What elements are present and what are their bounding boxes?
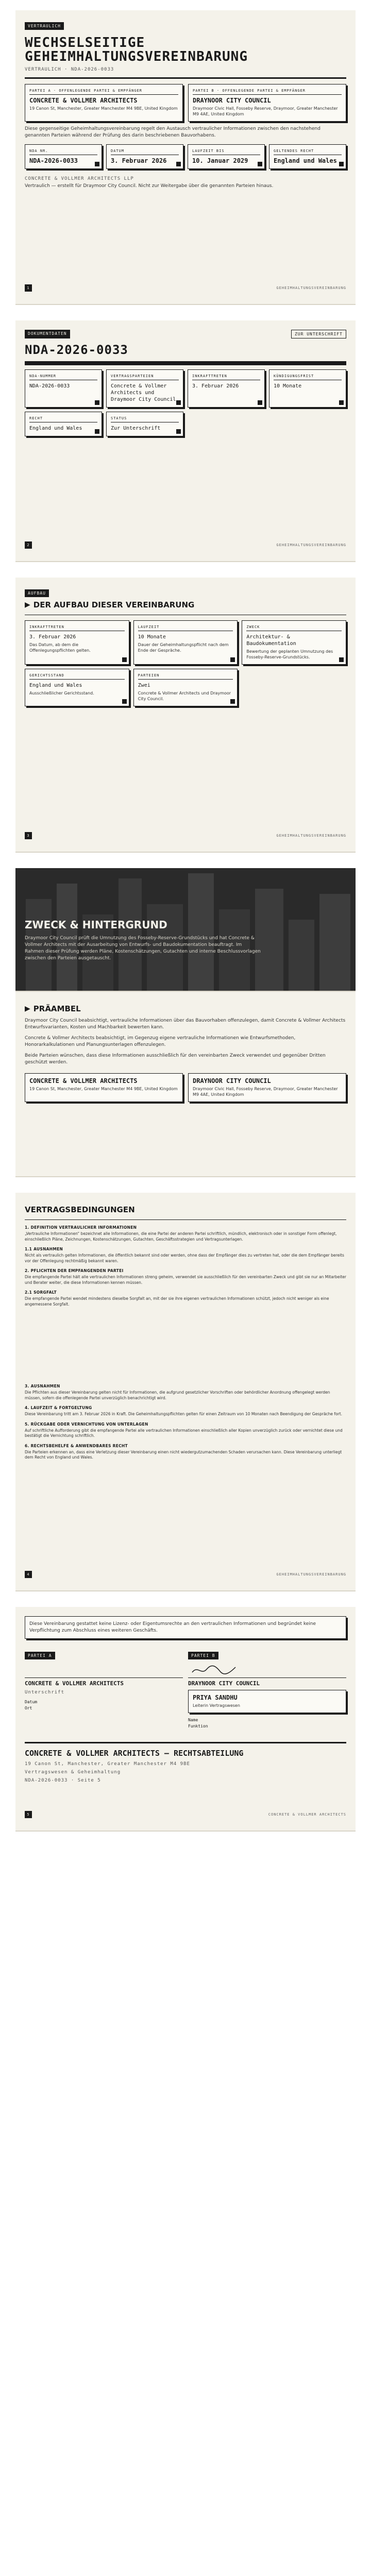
summary-header [25, 330, 346, 338]
party-b-signature [188, 1649, 346, 1730]
box-label: KÜNDIGUNGSFRIST [274, 374, 342, 380]
card-label: ZWECK [246, 625, 342, 631]
clause-title: 2. PFLICHTEN DER EMPFANGENDEN PARTEI [25, 1268, 124, 1273]
box-label: INKRAFTTRETEN [192, 374, 260, 380]
party-b-address: Draymoor Civic Hall, Fosseby Reserve, Draymoor, Greater Manchester M9 4AE, United Kingdom [193, 1087, 338, 1097]
summary-box [106, 369, 183, 408]
party-b-name: DRAYNOOR CITY COUNCIL [193, 97, 271, 104]
document-subtitle: VERTRAULICH · NDA-2026-0033 [25, 67, 114, 72]
party-b-signer: PRIYA SANDHU [193, 1693, 238, 1701]
party-a-signature [25, 1649, 183, 1730]
meta-value: England und Wales [274, 157, 337, 164]
clause-text: Auf schriftliche Aufforderung gibt die empfangende Partei alle vertraulichen Informationen einschließlich aller Kopien unverzüglich zurück oder vernichtet diese und bestätigt die Vernichtung schriftlich. [25, 1428, 343, 1438]
party-a-name: CONCRETE & VOLLMER ARCHITECTS [29, 1077, 138, 1084]
card-note: Concrete & Vollmer Architects und Draymoor City Council. [138, 691, 231, 701]
signature-intro-box [25, 1616, 346, 1639]
box-value: 10 Monate [274, 383, 302, 389]
structure-card [25, 620, 129, 665]
box-label: VERTRAGSPARTEIEN [111, 374, 179, 380]
closing-title: CONCRETE & VOLLMER ARCHITECTS — RECHTSABTEILUNG [25, 1748, 244, 1758]
summary-box [106, 412, 183, 436]
nda-id: NDA-2026-0033 [25, 343, 128, 357]
meta-value: 3. Februar 2026 [111, 157, 167, 164]
summary-box [269, 369, 346, 408]
summary-grid [25, 369, 346, 436]
meta-label: LAUFZEIT BIS [192, 149, 260, 155]
corner-mark [339, 162, 344, 166]
party-b-name: DRAYNOOR CITY COUNCIL [193, 1077, 271, 1084]
document-title: WECHSELSEITIGE GEHEIMHALTUNGSVEREINBARUNG [25, 35, 248, 64]
clause-text: Die Pflichten aus dieser Vereinbarung gelten nicht für Informationen, die aufgrund gesetzlicher Vorschriften oder behördlicher Anordnung offengelegt werden müssen, sofern die offenlegende Partei unverzüglich benachrichtigt wird. [25, 1390, 330, 1400]
field-label: Name [188, 1717, 198, 1722]
preamble-heading [25, 1004, 346, 1013]
purpose-banner [15, 868, 356, 992]
cover-sheet [15, 10, 356, 305]
signature-line[interactable] [188, 1663, 346, 1678]
clauses-sheet [15, 1193, 356, 1591]
clause-title: 1.1 AUSNAHMEN [25, 1247, 63, 1251]
box-value: Zur Unterschrift [111, 426, 161, 431]
party-b-fields [188, 1717, 346, 1730]
footer-text: GEHEIMHALTUNGSVEREINBARUNG [276, 286, 346, 290]
clause-title: 3. AUSNAHMEN [25, 1384, 60, 1388]
corner-mark [258, 400, 262, 405]
box-value: 3. Februar 2026 [192, 383, 239, 389]
corner-mark [95, 400, 99, 405]
structure-card [242, 620, 346, 665]
arrow-right-icon: ▶ [25, 1005, 30, 1013]
card-label: LAUFZEIT [138, 625, 233, 631]
page-footer [25, 284, 346, 292]
arrow-right-icon: ▶ [25, 601, 30, 609]
clause-text: Die empfangende Partei hält alle vertraulichen Informationen streng geheim, verwendet sie ausschließlich für den vereinbarten Zweck und gibt sie nur an Mitarbeiter und Berater weiter, die diese Informationen kennen müssen. [25, 1275, 346, 1285]
clause-title: 1. DEFINITION VERTRAULICHER INFORMATIONEN [25, 1225, 137, 1230]
preamble-parties [25, 1073, 346, 1102]
card-note: Dauer der Geheimhaltungspflicht nach dem Ende der Gespräche. [138, 642, 229, 653]
clause-text: Nicht als vertraulich gelten Informationen, die öffentlich bekannt sind oder werden, ohne dass der Empfänger dies zu vertreten hat, oder die dem Empfänger bereits vor der Offenlegung rechtmäßig bekannt waren. [25, 1253, 344, 1263]
document-page [0, 10, 371, 1842]
corner-mark [122, 657, 127, 662]
meta-law [269, 144, 346, 169]
signature-intro: Diese Vereinbarung gestattet keine Lizenz- oder Eigentumsrechte an den vertraulichen Informationen und begründet keine Verpflichtung zum Abschluss eines weiteren Geschäfts. [29, 1621, 316, 1633]
summary-box [25, 412, 102, 436]
party-b-role: Leiterin Vertragswesen [193, 1703, 240, 1708]
corner-mark [230, 699, 235, 704]
card-note: Ausschließlicher Gerichtsstand. [29, 691, 94, 696]
structure-heading [25, 600, 346, 609]
footer-text: CONCRETE & VOLLMER ARCHITECTS [268, 1812, 346, 1817]
box-value: Concrete & Vollmer Architects und Draymoor City Council [111, 383, 176, 402]
footer-text: GEHEIMHALTUNGSVEREINBARUNG [276, 1572, 346, 1577]
structure-grid [25, 620, 346, 706]
closing-line: NDA-2026-0033 · Seite 5 [25, 1777, 101, 1783]
heavy-bar [25, 361, 346, 365]
meta-nda [25, 144, 102, 169]
clause-text: Die empfangende Partei wendet mindestens dieselbe Sorgfalt an, mit der sie ihre eigenen vertraulichen Informationen schützt, jedoch nicht weniger als eine angemessene Sorgfalt. [25, 1296, 329, 1307]
corner-mark [339, 657, 344, 662]
field-label: Datum [25, 1699, 38, 1704]
card-value: Zwei [138, 683, 150, 688]
box-label: RECHT [29, 416, 97, 422]
preamble-paragraph: Concrete & Vollmer Architects beabsichtigt, im Gegenzug eigene vertrauliche Informationen wie Entwurfsmethoden, Honorarkalkulationen und Planungsunterlagen offenzulegen. [25, 1036, 296, 1047]
page-footer [25, 1811, 346, 1818]
card-label: INKRAFTTRETEN [29, 625, 125, 631]
box-label: NDA-NUMMER [29, 374, 97, 380]
party-a-signer: Unterschrift [25, 1689, 65, 1695]
closing-line: Vertragswesen & Geheimhaltung [25, 1769, 121, 1775]
card-value: 3. Februar 2026 [29, 634, 76, 640]
divider [25, 1742, 346, 1743]
party-b-box [188, 1073, 346, 1102]
field-label: Funktion [188, 1723, 208, 1728]
structure-card [133, 620, 238, 665]
page-footer [25, 1571, 346, 1578]
clause-title: 6. RECHTSBEHELFE & ANWENDBARES RECHT [25, 1443, 128, 1448]
summary-box [188, 369, 265, 408]
party-a-name: CONCRETE & VOLLMER ARCHITECTS [29, 97, 138, 104]
structure-card [25, 669, 129, 706]
page-number: 2 [25, 541, 32, 549]
clause-title: 5. RÜCKGABE ODER VERNICHTUNG VON UNTERLAGEN [25, 1421, 148, 1427]
box-value: NDA-2026-0033 [29, 383, 70, 389]
party-a-address: 19 Canon St, Manchester, Greater Manchester M4 9BE, United Kingdom [29, 106, 178, 111]
page-footer [25, 541, 346, 549]
clause-title: 2.1 SORGFALT [25, 1290, 57, 1295]
preamble-heading-text: PRÄAMBEL [33, 1004, 81, 1013]
signature-scribble [191, 1664, 238, 1675]
purpose-text: Draymoor City Council prüft die Umnutzung des Fosseby-Reserve-Grundstücks und hat Concrete & Vollmer Architects mit der Ausarbeitung von Entwurfs- und Baudokumentation beauftragt. Im Rahmen dieser Prüfung werden Pläne, Kostenschätzungen, Gutachten und interne Beschlussvorlagen zwischen den Parteien ausgetauscht. [25, 936, 261, 961]
card-label: PARTEIEN [138, 673, 233, 680]
party-a-tag: PARTEI A [25, 1652, 55, 1659]
party-a-box [25, 1073, 183, 1102]
divider [25, 77, 346, 79]
corner-mark [258, 162, 262, 166]
corner-mark [122, 699, 127, 704]
meta-label: GELTENDES RECHT [274, 149, 342, 155]
meta-label: NDA NR. [29, 149, 97, 155]
corner-mark [176, 162, 181, 166]
signature-grid [25, 1649, 346, 1730]
clause-title: 4. LAUFZEIT & FORTGELTUNG [25, 1405, 92, 1410]
meta-date [106, 144, 183, 169]
closing-line: 19 Canon St, Manchester, Greater Manchester M4 9BE [25, 1761, 190, 1767]
clause-text: „Vertrauliche Informationen“ bezeichnet alle Informationen, die eine Partei der anderen Partei schriftlich, mündlich, elektronisch oder in sonstiger Form offenlegt, einschließlich Pläne, Zeichnungen, Kostenschätzungen, Gutachten, Geschäftsstrategien und Vertragsunterlagen. [25, 1231, 337, 1242]
summary-box [25, 369, 102, 408]
intro-text: Diese gegenseitige Geheimhaltungsvereinbarung regelt den Austausch vertraulicher Informationen zwischen den nachstehend genannten Parteien während der Prüfung des darin beschriebenen Bauvorhabens. [25, 126, 321, 138]
party-b-address: Draymoor Civic Hall, Fosseby Reserve, Draymoor, Greater Manchester M9 4AE, United Kingdom [193, 106, 338, 116]
divider [25, 1219, 346, 1220]
party-b-tag: PARTEI B [188, 1652, 218, 1659]
party-a-address: 19 Canon St, Manchester, Greater Manchester M4 9BE, United Kingdom [29, 1087, 178, 1091]
card-label: GERICHTSSTAND [29, 673, 125, 680]
field-label: Ort [25, 1705, 32, 1710]
meta-grid [25, 144, 346, 169]
page-number: 3 [25, 832, 32, 839]
card-value: 10 Monate [138, 634, 166, 640]
card-note: Bewertung der geplanten Umnutzung des Fosseby-Reserve-Grundstücks. [246, 649, 333, 659]
preamble-paragraph: Beide Parteien wünschen, dass diese Informationen ausschließlich für den vereinbarten Zweck verwendet und gegenüber Dritten geschützt werden. [25, 1053, 326, 1065]
corner-mark [176, 400, 181, 405]
preamble-sheet [15, 992, 356, 1177]
corner-mark [95, 429, 99, 434]
preamble-paragraph: Draymoor City Council beabsichtigt, vertrauliche Informationen über das Bauvorhaben offenzulegen, damit Concrete & Vollmer Architects Entwurfsvarianten, Kosten und Machbarkeit bewerten kann. [25, 1018, 346, 1030]
structure-sheet [15, 578, 356, 853]
summary-sheet [15, 320, 356, 562]
corner-mark [230, 657, 235, 662]
meta-label: DATUM [111, 149, 179, 155]
party-b-signer-box [188, 1690, 346, 1713]
purpose-heading: ZWECK & HINTERGRUND [25, 919, 167, 931]
structure-tag: AUFBAU [25, 589, 49, 597]
clauses-heading: VERTRAGSBEDINGUNGEN [25, 1205, 135, 1214]
meta-term [188, 144, 265, 169]
parties-grid [25, 84, 346, 122]
page-footer [25, 832, 346, 839]
party-a-name: CONCRETE & VOLLMER ARCHITECTS [25, 1680, 124, 1687]
party-b-name: DRAYNOOR CITY COUNCIL [188, 1680, 260, 1687]
structure-heading-text: DER AUFBAU DIESER VEREINBARUNG [33, 600, 195, 609]
ref-text: Vertraulich — erstellt für Draymoor City Council. Nicht zur Weitergabe über die genannten Parteien hinaus. [25, 183, 274, 189]
box-value: England und Wales [29, 426, 82, 431]
page-number: 1 [25, 284, 32, 292]
meta-value: 10. Januar 2029 [192, 157, 248, 164]
party-b-label: PARTEI B · OFFENLEGENDE PARTEI & EMPFÄNGER [193, 89, 342, 95]
footer-text: GEHEIMHALTUNGSVEREINBARUNG [276, 834, 346, 838]
party-b-box [188, 84, 346, 122]
card-note: Das Datum, ab dem die Offenlegungspflichten gelten. [29, 642, 91, 653]
party-a-fields [25, 1699, 183, 1711]
page-number: 4 [25, 1571, 32, 1578]
confidential-tag: VERTRAULICH [25, 22, 64, 30]
structure-card [133, 669, 238, 706]
signature-status-tag: ZUR UNTERSCHRIFT [291, 330, 346, 338]
summary-tag: DOKUMENTDATEN [25, 330, 70, 338]
footer-text: GEHEIMHALTUNGSVEREINBARUNG [276, 543, 346, 547]
corner-mark [339, 400, 344, 405]
card-value: Architektur- & Baudokumentation [246, 634, 296, 647]
clause-text: Die Parteien erkennen an, dass eine Verletzung dieser Vereinbarung einen nicht wiedergutzumachenden Schaden verursachen kann. Diese Vereinbarung unterliegt dem Recht von England und Wales. [25, 1449, 342, 1460]
corner-mark [176, 429, 181, 434]
meta-value: NDA-2026-0033 [29, 157, 78, 164]
corner-mark [95, 162, 99, 166]
party-a-box [25, 84, 183, 122]
card-value: England und Wales [29, 683, 82, 688]
page-number: 5 [25, 1811, 32, 1818]
party-a-label: PARTEI A · OFFENLEGENDE PARTEI & EMPFÄNGER [29, 89, 178, 95]
clause-text: Diese Vereinbarung tritt am 3. Februar 2026 in Kraft. Die Geheimhaltungspflichten gelten für einen Zeitraum von 10 Monaten nach Beendigung der Gespräche fort. [25, 1412, 343, 1416]
signature-sheet [15, 1607, 356, 1832]
box-label: STATUS [111, 416, 179, 422]
ref-line: CONCRETE & VOLLMER ARCHITECTS LLP [25, 176, 134, 181]
signature-line[interactable] [25, 1663, 183, 1678]
